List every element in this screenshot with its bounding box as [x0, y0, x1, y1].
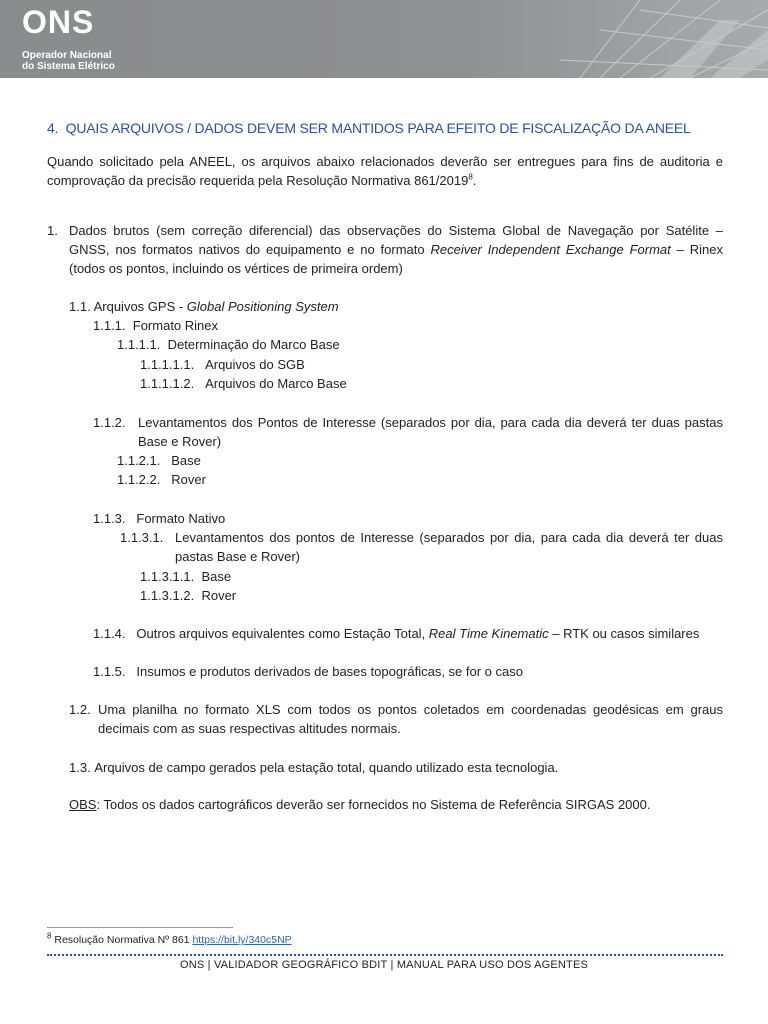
logo-subtitle-line1: Operador Nacional	[22, 50, 112, 61]
item-1-1-2-1	[117, 451, 201, 470]
page-header	[0, 0, 768, 78]
item-number: 1.1.1.1.	[117, 337, 161, 352]
item-number: 1.1.	[69, 299, 91, 314]
item-1-1-3-1-1	[140, 567, 231, 586]
item-text: Outros arquivos equivalentes como Estação Total,	[136, 626, 429, 641]
section-title-text: QUAIS ARQUIVOS / DADOS DEVEM SER MANTIDOS PARA EFEITO DE FISCALIZAÇÃO DA ANEEL	[65, 120, 691, 136]
item-1-1-2-2	[117, 470, 206, 489]
item-1-1-3-1-text: Levantamentos dos pontos de Interesse (separados por dia, para cada dia deverá ter duas pastas Base e Rover)	[175, 530, 723, 564]
item-text: Arquivos GPS -	[93, 299, 187, 314]
logo-subtitle	[22, 50, 115, 72]
item-1-3	[69, 758, 558, 777]
logo-subtitle-line2: do Sistema Elétrico	[22, 61, 115, 72]
item-1-1-1	[93, 316, 218, 335]
item-text: Formato Nativo	[136, 511, 226, 526]
item-text: Formato Rinex	[132, 318, 219, 333]
item-text: Base	[171, 453, 201, 468]
ons-logo: ONS	[22, 4, 95, 40]
section-number: 4.	[47, 120, 59, 136]
section-title	[47, 120, 691, 136]
footnote-divider	[47, 927, 233, 928]
item-1-1-5	[93, 662, 523, 681]
item-1-1-1-1	[117, 335, 340, 354]
item-1-1-1-1-2	[140, 374, 347, 393]
obs-note	[69, 795, 650, 814]
obs-text: : Todos os dados cartográficos deverão ser fornecidos no Sistema de Referência SIRGAS 2000.	[96, 797, 651, 812]
item-italic: Global Positioning System	[186, 299, 339, 314]
item-1-part2: – Rinex (todos os pontos, incluindo os vértices de primeira ordem)	[69, 242, 723, 276]
item-number: 1.1.5.	[93, 664, 126, 679]
item-1-1-4	[93, 624, 699, 643]
footnote-number: 8	[47, 931, 52, 941]
item-end: – RTK ou casos similares	[548, 626, 700, 641]
item-text: Rover	[201, 588, 237, 603]
item-number: 1.1.3.	[93, 511, 126, 526]
item-text: Base	[201, 569, 232, 584]
item-number: 1.1.4.	[93, 626, 126, 641]
item-number: 1.3.	[69, 760, 91, 775]
intro-paragraph	[47, 152, 723, 190]
item-1-part1: Dados brutos (sem correção diferencial) das observações do Sistema Global de Navegação por Satélite – GNSS, nos formatos nativos do equipamento e no formato	[69, 223, 723, 257]
item-1-2-number: 1.2.	[69, 702, 91, 717]
footnote-text: Resolução Normativa Nº 861	[51, 934, 193, 946]
item-1-italic: Receiver Independent Exchange Format	[430, 242, 671, 257]
item-text: Rover	[171, 472, 206, 487]
intro-end: .	[472, 173, 477, 188]
item-text: Determinação do Marco Base	[167, 337, 340, 352]
item-1-1-3-1-number: 1.1.3.1.	[120, 530, 164, 545]
item-1-2-text: Uma planilha no formato XLS com todos os pontos coletados em coordenadas geodésicas em graus decimais com as suas respectivas altitudes normais.	[98, 702, 723, 736]
item-1-1-1-1-1	[140, 355, 305, 374]
item-1-text	[69, 221, 723, 278]
item-number: 1.1.1.1.1.	[140, 357, 195, 372]
item-number: 1.1.1.	[93, 318, 126, 333]
item-text: Arquivos do Marco Base	[205, 376, 347, 391]
item-1-1-2-text: Levantamentos dos Pontos de Interesse (separados por dia, para cada dia deverá ter duas pastas Base e Rover)	[138, 415, 723, 449]
item-number: 1.1.2.1.	[117, 453, 161, 468]
obs-label: OBS	[69, 797, 97, 812]
item-number: 1.1.3.1.2.	[140, 588, 195, 603]
item-number: 1.1.1.1.2.	[140, 376, 195, 391]
page-footer: ONS | VALIDADOR GEOGRÁFICO BDIT | MANUAL PARA USO DOS AGENTES	[179, 959, 589, 971]
item-1-number: 1.	[47, 223, 58, 238]
item-text: Arquivos de campo gerados pela estação total, quando utilizado esta tecnologia.	[94, 760, 559, 775]
header-decoration	[0, 0, 768, 78]
footer-dotted-line	[47, 954, 723, 956]
item-text: Insumos e produtos derivados de bases topográficas, se for o caso	[136, 664, 523, 679]
item-1-1	[69, 297, 339, 316]
item-1-1-2-number: 1.1.2.	[93, 415, 126, 430]
footnote	[47, 931, 292, 946]
footnote-link[interactable]: https://bit.ly/340c5NP	[192, 934, 292, 946]
item-number: 1.1.3.1.1.	[140, 569, 195, 584]
item-italic: Real Time Kinematic	[428, 626, 549, 641]
item-text: Arquivos do SGB	[205, 357, 305, 372]
item-1-1-3	[93, 509, 225, 528]
footnote-ref[interactable]: 8	[468, 172, 473, 182]
item-1-1-3-1-2	[140, 586, 236, 605]
item-number: 1.1.2.2.	[117, 472, 161, 487]
intro-text: Quando solicitado pela ANEEL, os arquivos abaixo relacionados deverão ser entregues para fins de auditoria e comprovação da precisão requerida pela Resolução Normativa 861/2019	[47, 154, 723, 188]
